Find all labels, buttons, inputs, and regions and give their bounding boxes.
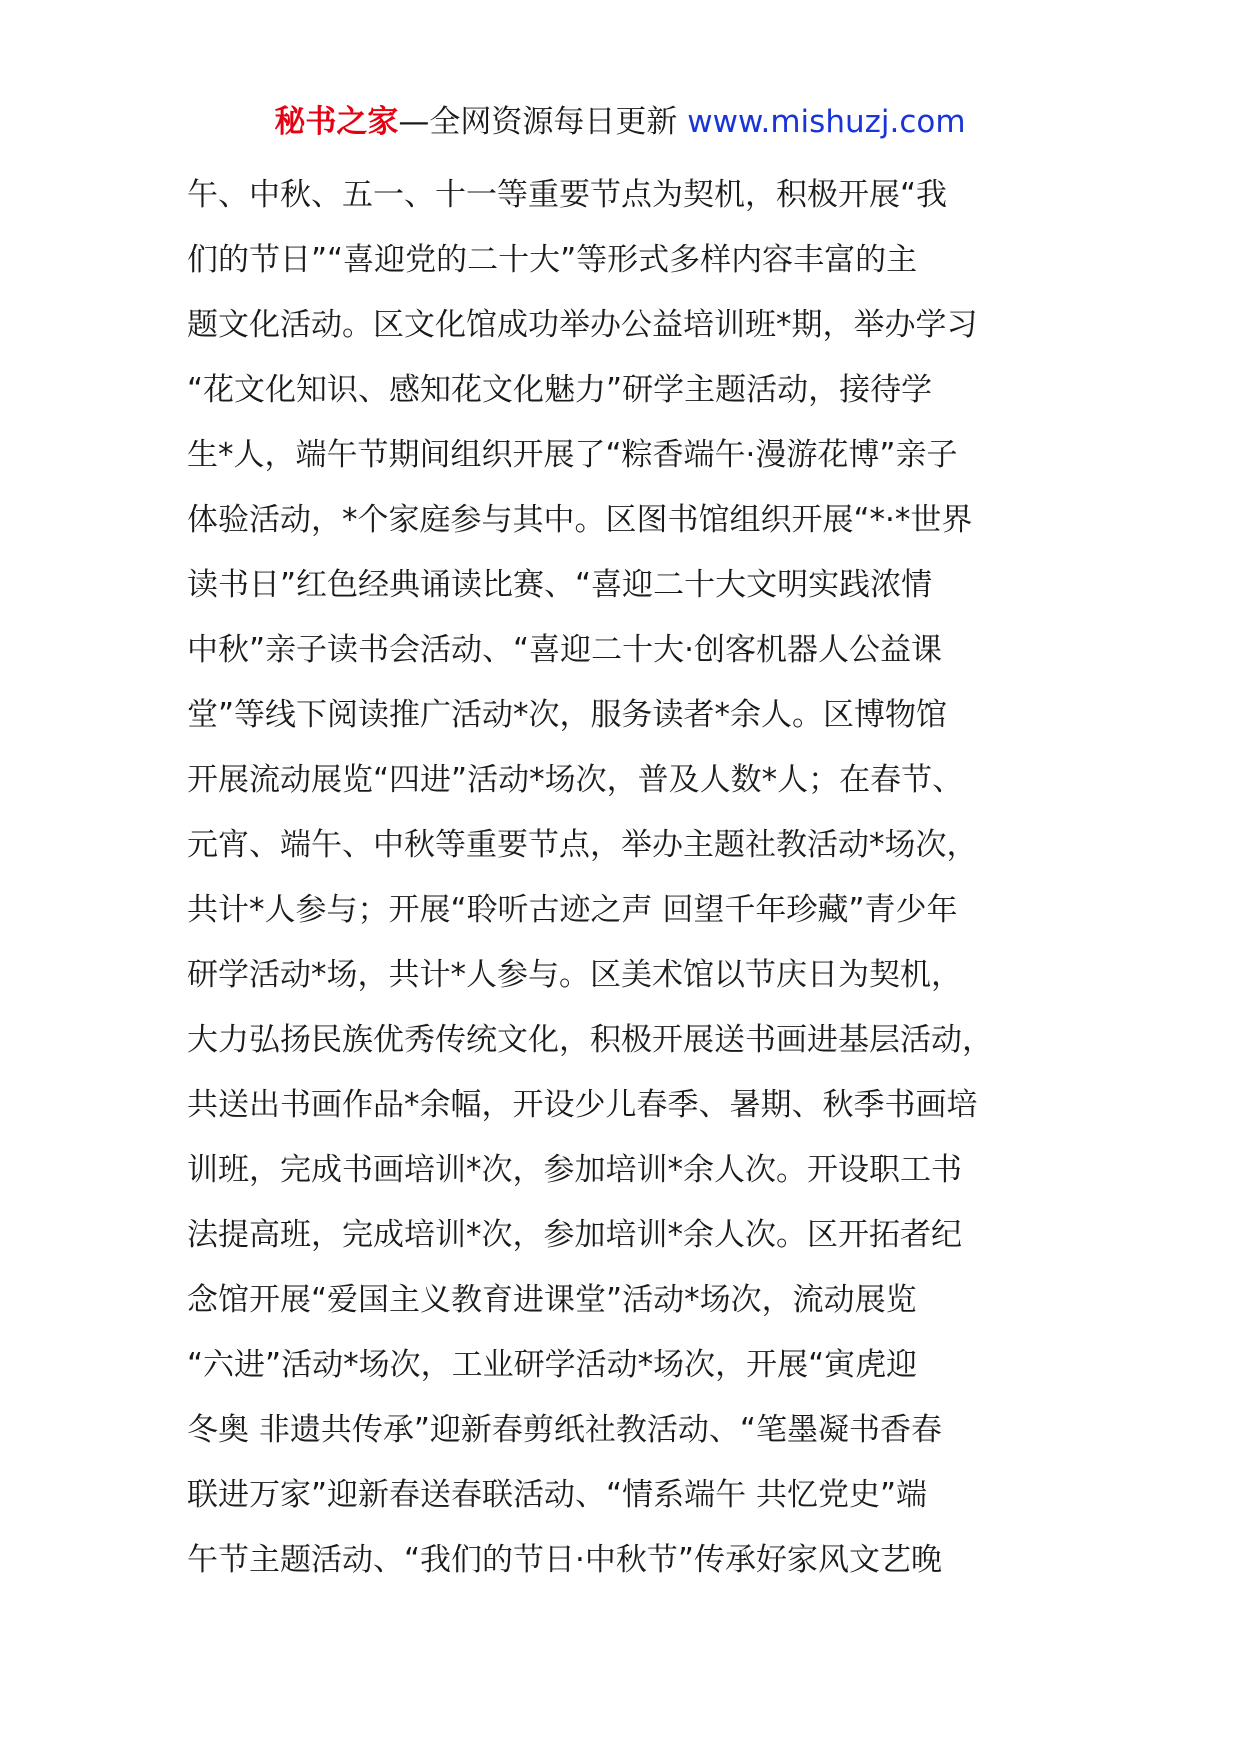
body-line: 生*人，端午节期间组织开展了“粽香端午·漫游花博”亲子 (187, 437, 958, 473)
body-line: “六进”活动*场次，工业研学活动*场次，开展“寅虎迎 (187, 1347, 918, 1383)
body-line: “花文化知识、感知花文化魅力”研学主题活动，接待学 (187, 372, 933, 408)
body-line: 堂”等线下阅读推广活动*次，服务读者*余人。区博物馆 (187, 697, 948, 733)
body-line: 联进万家”迎新春送春联活动、“情系端午 共忆党史”端 (187, 1477, 928, 1513)
body-line: 训班，完成书画培训*次，参加培训*余人次。开设职工书 (187, 1152, 962, 1188)
body-line: 午、中秋、五一、十一等重要节点为契机，积极开展“我 (187, 177, 948, 213)
body-line: 元宵、端午、中秋等重要节点，举办主题社教活动*场次， (187, 827, 978, 863)
body-line: 冬奥 非遗共传承”迎新春剪纸社教活动、“笔墨凝书香春 (187, 1412, 942, 1448)
body-line: 午节主题活动、“我们的节日·中秋节”传承好家风文艺晚 (187, 1542, 942, 1578)
site-header (0, 100, 1240, 144)
body-line: 念馆开展“爱国主义教育进课堂”活动*场次，流动展览 (187, 1282, 917, 1318)
body-line: 读书日”红色经典诵读比赛、“喜迎二十大文明实践浓情 (187, 567, 933, 603)
site-url-link[interactable]: www.mishuzj.com (687, 104, 966, 140)
header-tagline: —全网资源每日更新 (398, 104, 678, 140)
body-line: 共送出书画作品*余幅，开设少儿春季、暑期、秋季书画培 (187, 1087, 978, 1123)
body-line: 研学活动*场，共计*人参与。区美术馆以节庆日为契机， (187, 957, 962, 993)
body-line: 题文化活动。区文化馆成功举办公益培训班*期，举办学习 (187, 307, 978, 343)
body-line: 大力弘扬民族优秀传统文化，积极开展送书画进基层活动， (187, 1022, 993, 1058)
body-line: 开展流动展览“四进”活动*场次，普及人数*人；在春节、 (187, 762, 964, 798)
body-line: 中秋”亲子读书会活动、“喜迎二十大·创客机器人公益课 (187, 632, 942, 668)
body-line: 共计*人参与；开展“聆听古迹之声 回望千年珍藏”青少年 (187, 892, 958, 928)
brand-name: 秘书之家 (274, 104, 399, 140)
body-line: 们的节日”“喜迎党的二十大”等形式多样内容丰富的主 (187, 242, 918, 278)
body-line: 法提高班，完成培训*次，参加培训*余人次。区开拓者纪 (187, 1217, 962, 1253)
body-line: 体验活动，*个家庭参与其中。区图书馆组织开展“*·*世界 (187, 502, 973, 538)
document-body (187, 163, 1067, 1593)
